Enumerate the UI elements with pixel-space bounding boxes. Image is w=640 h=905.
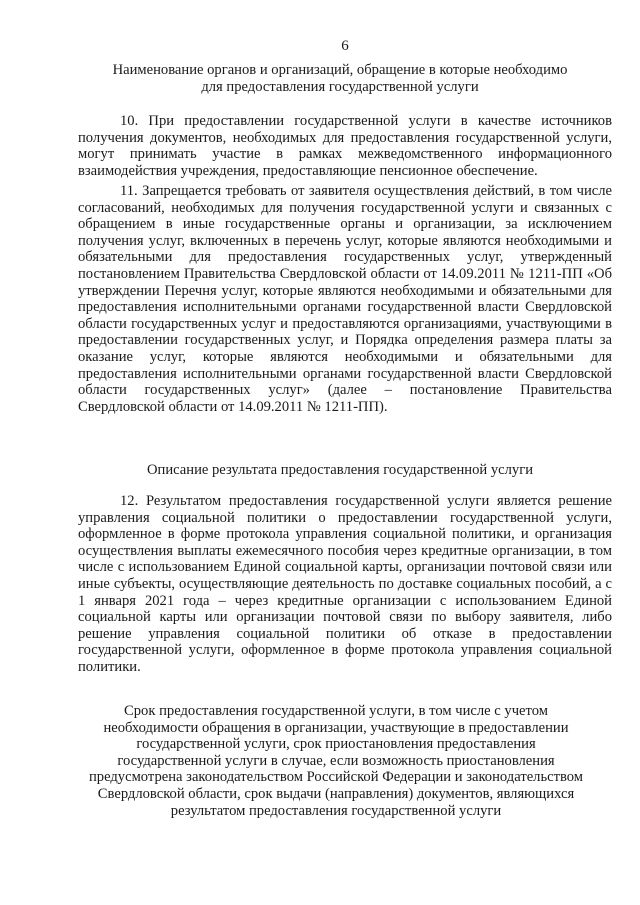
section-heading-service-terms: Срок предоставления государственной услуги, в том числе с учетом необходимости обращения в организации, участвующие в предоставлении государственной услуги, срок приостановления предоставления государственной услуги в случае, если возможность приостановления предусмотрена законодательством Российской Федерации и законодательством Свердловской области, срок выдачи (направления) документов, являющихся результатом предоставления государственной услуги (88, 703, 584, 819)
paragraph-10: 10. При предоставлении государственной услуги в качестве источников получения документов, необходимых для предоставления государственной услуги, могут принимать участие в рамках межведомственного информационного взаимодействия учреждения, предоставляющие пенсионное обеспечение. (78, 113, 612, 179)
paragraph-12: 12. Результатом предоставления государственной услуги является решение управления социальной политики о предоставлении государственной услуги, оформленное в форме протокола управления социальной политики, и организация осуществления выплаты ежемесячного пособия через кредитные организации, в том числе с использованием Единой социальной карты, организации почтовой связи или иные субъекты, осуществляющие деятельность по доставке социальных пособий, а с 1 января 2021 года – через кредитные организации с использованием Единой социальной карты или организации почтовой связи по выбору заявителя, либо решение управления социальной политики об отказе в предоставлении государственной услуги, оформленное в форме протокола управления социальной политики. (78, 493, 612, 675)
page-number: 6 (341, 38, 349, 54)
section-heading-service-result: Описание результата предоставления государственной услуги (146, 462, 534, 478)
paragraph-11: 11. Запрещается требовать от заявителя осуществления действий, в том числе согласований, необходимых для получения государственной услуги и связанных с обращением в иные государственные органы и организации, за исключением получения услуг, включенных в перечень услуг, которые являются необходимыми и обязательными для предоставления государственных услуг, утвержденный постановлением Правительства Свердловской области от 14.09.2011 № 1211-ПП «Об утверждении Перечня услуг, которые являются необходимыми и обязательными для предоставления исполнительными органами государственной власти Свердловской области государственных услуг и предоставляются организациями, участвующими в предоставлении государственных услуг, и Порядка определения размера платы за оказание услуг, которые являются необходимыми и обязательными для предоставления исполнительными органами государственной власти Свердловской области государственных услуг» (далее – постановление Правительства Свердловской области от 14.09.2011 № 1211-ПП). (78, 183, 612, 415)
section-heading-bodies-organizations: Наименование органов и организаций, обращение в которые необходимо для предоставления государственной услуги (112, 62, 568, 95)
